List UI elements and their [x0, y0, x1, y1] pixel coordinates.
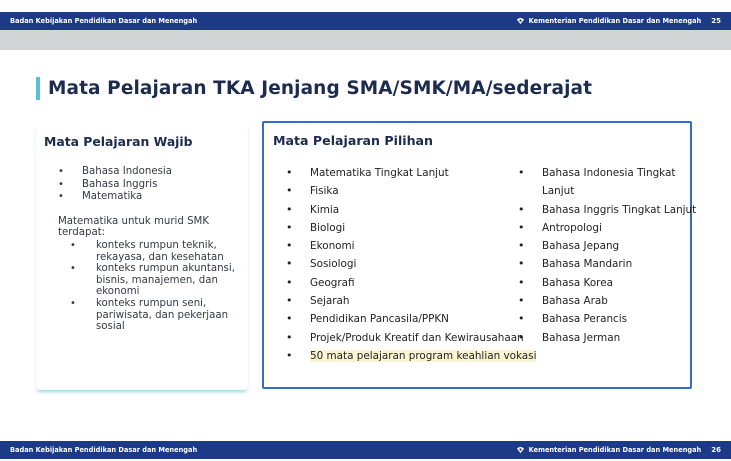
list-item: • konteks rumpun seni, pariwisata, dan pekerjaan sosial — [70, 298, 240, 333]
header-ministry-text: Kementerian Pendidikan Dasar dan Menengah — [528, 17, 702, 25]
footer-ministry — [516, 446, 702, 454]
list-item: • Bahasa Mandarin — [518, 255, 696, 273]
footer-bar — [0, 441, 731, 459]
smk-note: Matematika untuk murid SMK terdapat: — [58, 216, 210, 238]
list-item: • Projek/Produk Kreatif dan Kewirausahaan — [286, 329, 536, 347]
list-item: • Sosiologi — [286, 255, 536, 273]
list-item: • konteks rumpun teknik, rekayasa, dan kesehatan — [70, 240, 240, 263]
wajib-list — [58, 166, 172, 204]
list-item: • Geografi — [286, 274, 536, 292]
list-item: • Bahasa Indonesia — [58, 166, 172, 179]
ministry-logo-icon — [516, 17, 525, 25]
title-accent-bar — [36, 77, 40, 100]
pilihan-card — [262, 121, 697, 389]
list-item: • Bahasa Korea — [518, 274, 696, 292]
list-item: • Bahasa Arab — [518, 292, 696, 310]
pilihan-column-1 — [286, 164, 536, 365]
header-bar — [0, 12, 731, 30]
list-item: • Matematika Tingkat Lanjut — [286, 164, 536, 182]
list-item: • Bahasa Inggris Tingkat Lanjut — [518, 201, 696, 219]
header-grey-strip — [0, 30, 731, 50]
header-agency-text: Badan Kebijakan Pendidikan Dasar dan Menengah — [10, 17, 198, 25]
list-item: • Fisika — [286, 182, 536, 200]
list-item: • Kimia — [286, 201, 536, 219]
list-item: • konteks rumpun akuntansi, bisnis, manajemen, dan ekonomi — [70, 263, 240, 298]
list-item: • Bahasa Indonesia Tingkat Lanjut — [518, 164, 678, 201]
smk-list — [70, 240, 240, 333]
list-item-vokasi — [286, 347, 536, 365]
list-item: • Sejarah — [286, 292, 536, 310]
pilihan-heading: Mata Pelajaran Pilihan — [273, 133, 434, 148]
footer-ministry-text: Kementerian Pendidikan Dasar dan Menengah — [528, 446, 702, 454]
footer-page-number: 26 — [711, 446, 721, 454]
slide-title-wrap — [36, 76, 592, 100]
header-right — [516, 17, 721, 25]
list-item: • Pendidikan Pancasila/PPKN — [286, 310, 536, 328]
list-item: • Bahasa Jerman — [518, 329, 696, 347]
pilihan-column-2 — [518, 164, 696, 347]
footer-agency-text: Badan Kebijakan Pendidikan Dasar dan Menengah — [10, 446, 198, 454]
list-item: • Bahasa Perancis — [518, 310, 696, 328]
list-item: • Bahasa Jepang — [518, 237, 696, 255]
list-item: • Matematika — [58, 191, 172, 204]
header-ministry — [516, 17, 702, 25]
list-item: • Ekonomi — [286, 237, 536, 255]
slide-title: Mata Pelajaran TKA Jenjang SMA/SMK/MA/sederajat — [48, 77, 593, 99]
list-item: • Bahasa Inggris — [58, 179, 172, 192]
list-item: • Biologi — [286, 219, 536, 237]
ministry-logo-icon — [516, 446, 525, 454]
vokasi-highlight: 50 mata pelajaran program keahlian vokasi — [310, 349, 537, 362]
wajib-heading: Mata Pelajaran Wajib — [44, 134, 193, 149]
footer-right — [516, 446, 721, 454]
header-page-number: 25 — [711, 17, 721, 25]
list-item: • Antropologi — [518, 219, 696, 237]
